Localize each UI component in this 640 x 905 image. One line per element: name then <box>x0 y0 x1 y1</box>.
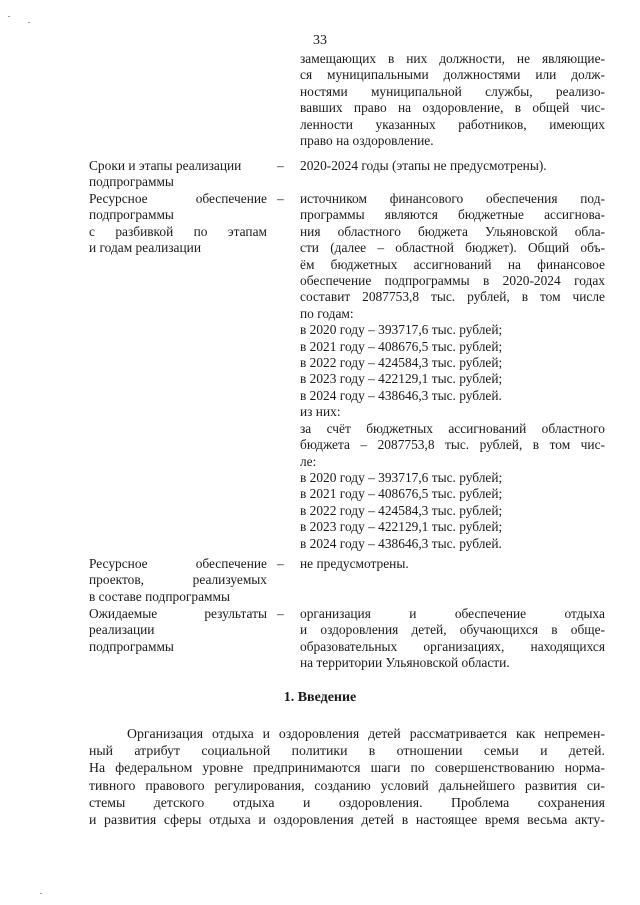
label-line: подпрограммы <box>89 207 174 223</box>
text-line: замещающих в них должности, не являющие- <box>300 51 605 66</box>
value-line: бюджета – 2087753,8 тыс. рублей, в том чис- <box>300 437 605 453</box>
value-line: не предусмотрены. <box>300 556 409 571</box>
row-value <box>300 606 605 672</box>
section-heading: 1. Введение <box>283 690 357 705</box>
paragraph-line: Организация отдыха и оздоровления детей рассматривается как непремен- <box>127 726 605 741</box>
value-line: в 2020 году – 393717,6 тыс. рублей; <box>300 322 503 338</box>
scan-speck <box>8 16 10 17</box>
row-label <box>89 556 267 605</box>
value-line: ём бюджетных ассигнований на финансовое <box>300 256 605 272</box>
label-line: Ресурсное обеспечение <box>89 556 267 571</box>
value-line: по годам: <box>300 305 354 321</box>
label-line: и годам реализации <box>89 240 202 256</box>
value-line: ле: <box>300 453 317 469</box>
paragraph-line: стемы детского отдыха и оздоровления. Проблема сохранения <box>89 794 605 810</box>
label-line: проектов, реализуемых <box>89 572 267 588</box>
label-line: Ожидаемые результаты <box>89 606 267 621</box>
value-line: в 2021 году – 408676,5 тыс. рублей; <box>300 338 503 354</box>
value-line: в 2024 году – 438646,3 тыс. рублей. <box>300 387 502 403</box>
row-dash: – <box>277 191 284 206</box>
label-line: в составе подпрограммы <box>89 588 231 604</box>
text-line: вавших право на оздоровление, в общей чис- <box>300 100 605 116</box>
row-label <box>89 606 267 655</box>
value-line: организация и обеспечение отдыха <box>300 606 605 621</box>
row-value <box>300 191 605 552</box>
value-line: на территории Ульяновской области. <box>300 655 510 671</box>
text-line: ся муниципальными должностями или долж- <box>300 67 605 83</box>
value-line: программы являются бюджетные ассигнова- <box>300 207 605 223</box>
paragraph-line: и развития сферы отдыха и оздоровления детей в настоящее время весьма акту- <box>89 812 605 828</box>
text-line: ностями муниципальной службы, реализо- <box>300 83 605 99</box>
continuation-text <box>300 51 605 149</box>
paragraph-line: На федеральном уровне предпринимаются шаги по совершенствованию норма- <box>89 760 605 776</box>
row-label <box>89 158 267 191</box>
intro-paragraph <box>89 725 605 828</box>
page-number: 33 <box>313 33 327 48</box>
scan-speck <box>40 893 42 894</box>
label-line: Сроки и этапы реализации <box>89 158 242 173</box>
value-line: сти (далее – областной бюджет). Общий объ- <box>300 240 605 256</box>
value-line: 2020-2024 годы (этапы не предусмотрены). <box>300 158 547 173</box>
value-line: в 2023 году – 422129,1 тыс. рублей; <box>300 519 503 535</box>
scan-speck <box>28 22 30 23</box>
value-line: источником финансового обеспечения под- <box>300 191 605 206</box>
paragraph-line: тивного правового регулирования, созданию условий дальнейшего развития си- <box>89 777 605 793</box>
value-line: составит 2087753,8 тыс. рублей, в том числе <box>300 289 605 305</box>
value-line: в 2023 году – 422129,1 тыс. рублей; <box>300 371 503 387</box>
row-label <box>89 191 267 257</box>
value-line: в 2020 году – 393717,6 тыс. рублей; <box>300 469 503 485</box>
text-line: право на оздоровление. <box>300 133 434 149</box>
label-line: подпрограммы <box>89 174 174 190</box>
label-line: с разбивкой по этапам <box>89 223 267 239</box>
label-line: реализации <box>89 622 155 638</box>
label-line: Ресурсное обеспечение <box>89 191 267 206</box>
value-line: и оздоровления детей, обучающихся в обще- <box>300 622 605 638</box>
value-line: из них: <box>300 404 341 420</box>
value-line: в 2022 году – 424584,3 тыс. рублей; <box>300 502 503 518</box>
row-value <box>300 556 605 572</box>
row-dash: – <box>277 556 284 571</box>
text-line: ленности указанных работников, имеющих <box>300 116 605 132</box>
row-value <box>300 158 605 174</box>
value-line: в 2024 году – 438646,3 тыс. рублей. <box>300 535 502 551</box>
value-line: образовательных организациях, находящихся <box>300 638 605 654</box>
value-line: за счёт бюджетных ассигнований областного <box>300 420 605 436</box>
value-line: в 2021 году – 408676,5 тыс. рублей; <box>300 486 503 502</box>
row-dash: – <box>277 158 284 173</box>
paragraph-line: ный атрибут социальной политики в отношении семьи и детей. <box>89 743 605 759</box>
value-line: ния областного бюджета Ульяновской обла- <box>300 223 605 239</box>
row-dash: – <box>277 606 284 621</box>
label-line: подпрограммы <box>89 638 174 654</box>
value-line: обеспечение подпрограммы в 2020-2024 годах <box>300 273 605 289</box>
value-line: в 2022 году – 424584,3 тыс. рублей; <box>300 355 503 371</box>
